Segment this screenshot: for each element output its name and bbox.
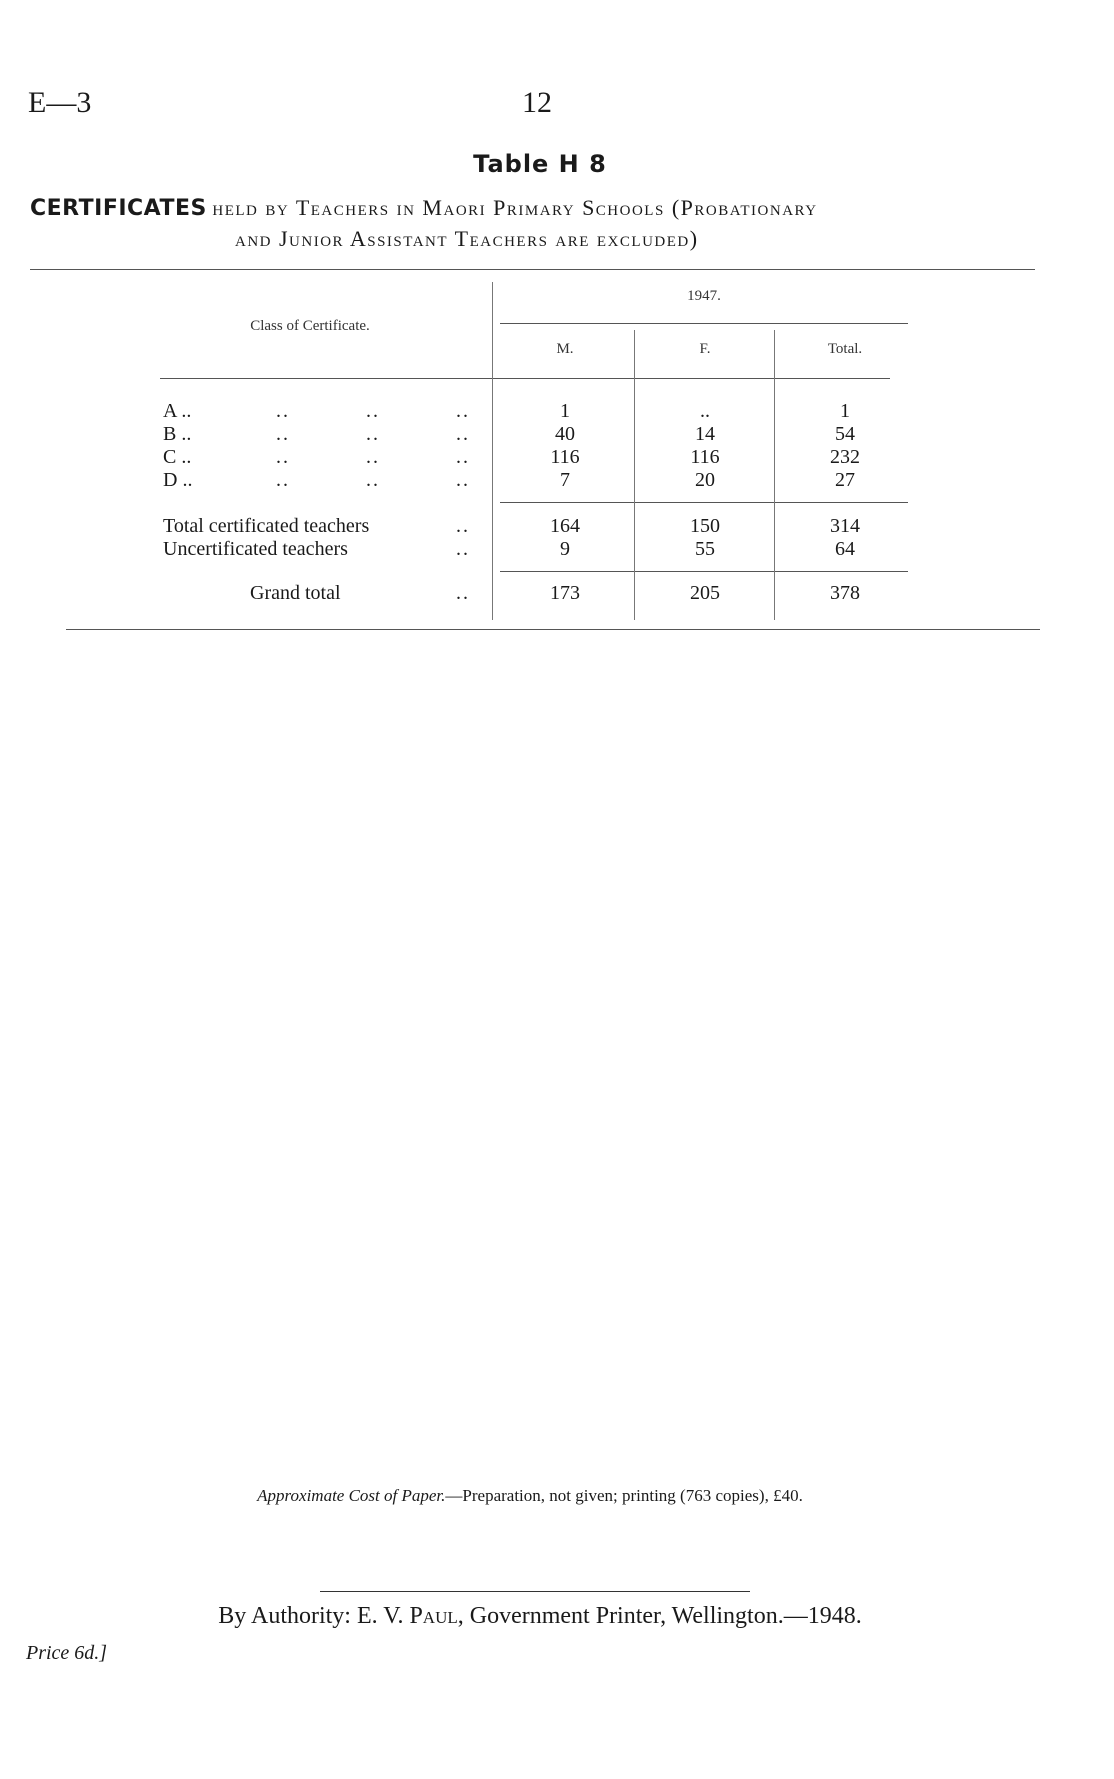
cost-of-paper-note [0,1486,1060,1506]
cell-b-m: 40 [555,423,575,445]
authority-rule [320,1591,750,1592]
leader-dots: .. [456,423,470,445]
cell-uncertificated-f: 55 [695,538,715,560]
caption-lead: CERTIFICATES [30,196,207,221]
leader-dots: .. [456,515,470,537]
cell-c-m: 116 [550,446,580,468]
cell-certificated-m: 164 [550,515,580,537]
leader-dots: .. [456,538,470,560]
cell-a-m: 1 [560,400,570,422]
cost-details: —Preparation, not given; printing (763 copies), £40. [445,1486,803,1505]
caption-line-2: and Junior Assistant Teachers are excluded) [235,226,699,251]
row-label-certificated: Total certificated teachers [163,515,370,537]
leader-dots: .. [366,423,380,445]
leader-dots: .. [366,400,380,422]
year-underline [500,323,908,324]
cost-label: Approximate Cost of Paper. [257,1486,446,1505]
leader-dots: .. [456,446,470,468]
cell-c-total: 232 [830,446,860,468]
subtotal-rule [500,502,908,503]
leader-dots: .. [456,469,470,491]
leader-dots: .. [276,423,290,445]
cell-a-f: .. [700,400,710,422]
cell-d-total: 27 [835,469,855,491]
m-f-divider [634,330,635,620]
header-bottom-rule [160,378,890,379]
column-header-total: Total. [827,341,863,357]
leader-dots: .. [456,582,470,604]
leader-dots: .. [276,446,290,468]
cell-grand-total-total: 378 [830,582,860,604]
row-label-uncertificated: Uncertificated teachers [163,538,348,560]
cell-c-f: 116 [690,446,720,468]
row-label-a: A .. [163,400,192,422]
table-top-rule [30,269,1035,270]
column-header-m: M. [556,341,574,357]
cell-d-f: 20 [695,469,715,491]
cell-certificated-f: 150 [690,515,720,537]
label-column-divider [492,282,493,620]
price-note: Price 6d.] [26,1642,108,1664]
table-bottom-rule [66,629,1040,630]
caption-line-1: held by Teachers in Maori Primary Schools (Probationary [212,195,818,220]
row-label-grand-total: Grand total [250,582,341,604]
cell-certificated-total: 314 [830,515,860,537]
f-total-divider [774,330,775,620]
page-reference: E—3 [28,86,92,119]
row-label-c: C .. [163,446,192,468]
cell-a-total: 1 [840,400,850,422]
row-label-d: D .. [163,469,193,491]
leader-dots: .. [276,400,290,422]
cell-uncertificated-m: 9 [560,538,570,560]
grand-total-rule [500,571,908,572]
year-header: 1947. [687,288,721,304]
page-number: 12 [522,86,552,119]
leader-dots: .. [456,400,470,422]
cell-grand-total-f: 205 [690,582,720,604]
table-caption [30,193,1050,254]
leader-dots: .. [366,469,380,491]
column-header-f: F. [699,341,711,357]
cell-b-f: 14 [695,423,715,445]
printer-authority: By Authority: E. V. Paul, Government Printer, Wellington.—1948. [218,1603,862,1629]
cell-d-m: 7 [560,469,570,491]
leader-dots: .. [276,469,290,491]
leader-dots: .. [366,446,380,468]
row-label-b: B .. [163,423,192,445]
cell-uncertificated-total: 64 [835,538,855,560]
cell-grand-total-m: 173 [550,582,580,604]
cell-b-total: 54 [835,423,855,445]
table-title: Table H 8 [473,150,607,178]
class-of-certificate-header: Class of Certificate. [250,318,370,334]
